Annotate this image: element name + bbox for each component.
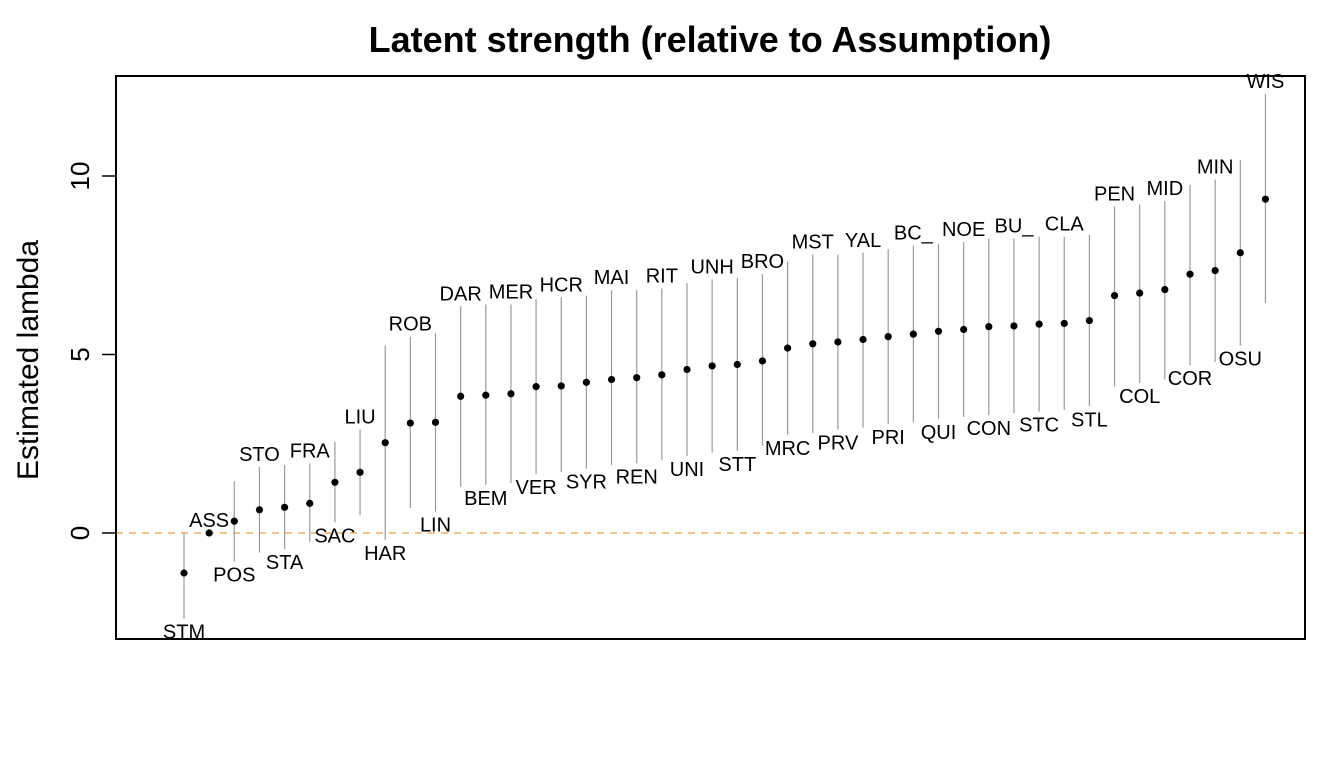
point-stt — [734, 361, 741, 368]
point-pos — [231, 518, 238, 525]
point-rit — [658, 371, 665, 378]
point-mai — [608, 376, 615, 383]
point-col — [1136, 289, 1143, 296]
label-pen: PEN — [1093, 183, 1136, 206]
label-stc: STC — [1019, 414, 1060, 437]
point-prv — [834, 338, 841, 345]
point-dar — [457, 393, 464, 400]
point-uni — [683, 366, 690, 373]
y-tick-label-0: 0 — [64, 525, 95, 541]
label-sac: SAC — [314, 525, 356, 548]
label-prv: PRV — [817, 432, 859, 455]
label-stt: STT — [718, 453, 757, 476]
label-rit: RIT — [645, 265, 678, 288]
label-unh: UNH — [690, 256, 734, 279]
label-pos: POS — [213, 564, 256, 587]
point-stl — [1086, 317, 1093, 324]
chart-title: Latent strength (relative to Assumption) — [368, 19, 1052, 60]
label-bro: BRO — [740, 251, 785, 274]
label-yal: YAL — [844, 229, 882, 252]
label-ass: ASS — [189, 510, 230, 532]
label-mst: MST — [791, 231, 834, 254]
label-mer: MER — [488, 281, 534, 304]
point-ver — [533, 383, 540, 390]
label-pri: PRI — [871, 427, 905, 450]
point-noe — [960, 326, 967, 333]
label-cor: COR — [1167, 368, 1213, 391]
point-mer — [507, 390, 514, 397]
label-har: HAR — [364, 543, 407, 566]
point-bc — [910, 331, 917, 338]
label-sta: STA — [265, 552, 304, 575]
label-fra: FRA — [289, 440, 330, 463]
label-mai: MAI — [593, 267, 630, 290]
label-rob: ROB — [388, 313, 433, 336]
point-mid — [1161, 286, 1168, 293]
label-bem: BEM — [464, 487, 508, 510]
label-dar: DAR — [439, 283, 482, 306]
label-cla: CLA — [1044, 213, 1084, 236]
point-bem — [482, 392, 489, 399]
y-axis-label: Estimated lambda — [12, 239, 45, 481]
point-sta — [281, 504, 288, 511]
label-ren: REN — [615, 466, 658, 489]
label-con: CON — [966, 418, 1012, 441]
y-tick-label-10: 10 — [64, 161, 95, 191]
label-sto: STO — [239, 443, 280, 466]
label-bc: BC_ — [893, 222, 933, 245]
point-min — [1212, 267, 1219, 274]
point-rob — [407, 419, 414, 426]
point-fra — [306, 500, 313, 507]
point-bu — [1010, 322, 1017, 329]
point-liu — [356, 469, 363, 476]
point-osu — [1237, 249, 1244, 256]
label-syr: SYR — [565, 471, 607, 494]
point-stm — [180, 569, 187, 576]
point-cla — [1061, 320, 1068, 327]
label-wis: WIS — [1246, 70, 1285, 93]
point-con — [985, 323, 992, 330]
label-lin: LIN — [419, 514, 452, 537]
point-pen — [1111, 292, 1118, 299]
label-min: MIN — [1196, 156, 1234, 179]
label-col: COL — [1119, 386, 1161, 409]
point-bro — [759, 357, 766, 364]
label-stl: STL — [1071, 409, 1108, 432]
point-stc — [1036, 321, 1043, 328]
label-stm: STM — [162, 621, 206, 644]
label-ver: VER — [515, 477, 557, 500]
point-sac — [331, 479, 338, 486]
label-liu: LIU — [344, 406, 376, 429]
point-mst — [809, 340, 816, 347]
point-lin — [432, 419, 439, 426]
point-qui — [935, 328, 942, 335]
label-osu: OSU — [1218, 348, 1262, 371]
point-ren — [633, 374, 640, 381]
label-qui: QUI — [920, 421, 957, 444]
label-noe: NOE — [941, 219, 986, 242]
y-tick-label-5: 5 — [64, 347, 95, 362]
point-syr — [583, 379, 590, 386]
point-sto — [256, 506, 263, 513]
label-mid: MID — [1146, 177, 1184, 200]
label-mrc: MRC — [764, 437, 811, 460]
point-cor — [1186, 271, 1193, 278]
point-wis — [1262, 196, 1269, 203]
point-hcr — [558, 382, 565, 389]
label-hcr: HCR — [539, 274, 583, 297]
label-bu: BU_ — [994, 215, 1034, 238]
point-pri — [885, 333, 892, 340]
point-yal — [859, 336, 866, 343]
point-har — [382, 439, 389, 446]
label-uni: UNI — [669, 459, 705, 482]
point-mrc — [784, 344, 791, 351]
point-unh — [709, 362, 716, 369]
